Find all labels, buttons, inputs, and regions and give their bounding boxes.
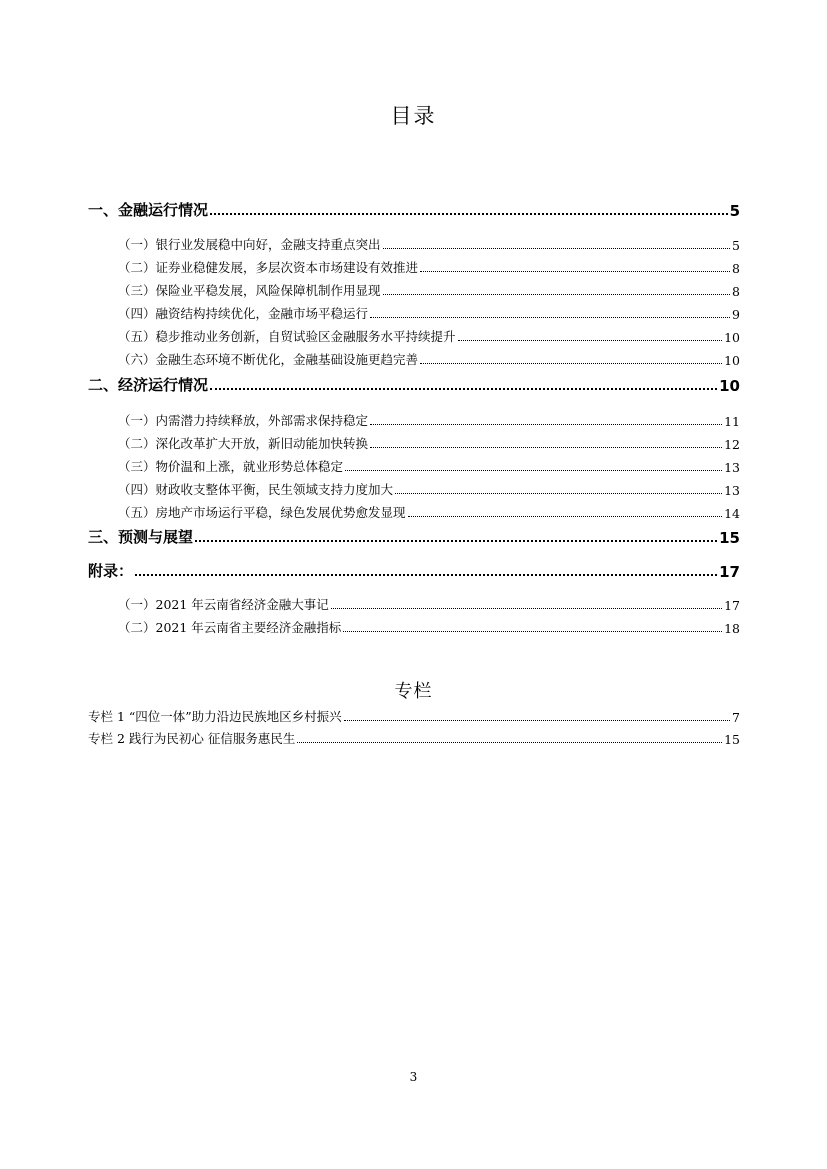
dot-leader — [135, 573, 717, 576]
toc-entry-page: 5 — [732, 238, 740, 253]
dot-leader — [370, 316, 730, 318]
toc-entry-prices-employment[interactable] — [88, 455, 740, 475]
dot-leader — [345, 469, 722, 471]
dot-leader — [344, 719, 730, 721]
toc-entry-page: 8 — [732, 284, 740, 299]
toc-entry-page: 12 — [724, 437, 740, 452]
column-entry-rural-revitalization[interactable] — [88, 705, 740, 725]
toc-entry-reform-opening[interactable] — [88, 432, 740, 452]
toc-entry-text: 附录： — [88, 562, 134, 580]
dot-leader — [420, 362, 722, 364]
toc-entry-fiscal[interactable] — [88, 478, 740, 498]
column-entry-text: 专栏 2 践行为民初心 征信服务惠民生 — [88, 731, 296, 746]
toc-entry-real-estate[interactable] — [88, 501, 740, 521]
column-entry-credit-service[interactable] — [88, 727, 740, 747]
dot-leader — [420, 270, 730, 272]
toc-entry-page: 13 — [724, 460, 740, 475]
toc-entry-text: （一）内需潜力持续释放，外部需求保持稳定 — [118, 413, 369, 428]
toc-entry-indicators[interactable] — [88, 616, 740, 636]
toc-entry-text: （三）保险业平稳发展，风险保障机制作用显现 — [118, 283, 381, 298]
dot-leader — [343, 630, 722, 632]
toc-entry-page: 10 — [724, 353, 740, 368]
toc-entry-chronicle[interactable] — [88, 593, 740, 613]
toc-entry-domestic-demand[interactable] — [88, 409, 740, 429]
toc-entry-text: （三）物价温和上涨，就业形势总体稳定 — [118, 459, 344, 474]
toc-entry-text: （一）2021 年云南省经济金融大事记 — [118, 597, 329, 612]
toc-entry-page: 10 — [724, 330, 740, 345]
dot-leader — [370, 446, 722, 448]
toc-entry-banking[interactable] — [88, 233, 740, 253]
dot-leader — [383, 247, 731, 249]
toc-entry-appendix[interactable] — [88, 561, 740, 581]
page-title: 目录 — [390, 104, 437, 128]
columns-title: 专栏 — [394, 681, 433, 702]
toc-entry-text: （一）银行业发展稳中向好，金融支持重点突出 — [118, 237, 381, 252]
toc-entry-financing-structure[interactable] — [88, 302, 740, 322]
toc-entry-text: （二）证券业稳健发展，多层次资本市场建设有效推进 — [118, 260, 419, 275]
toc-entry-page: 13 — [724, 483, 740, 498]
toc-entry-insurance[interactable] — [88, 279, 740, 299]
toc-entry-page: 17 — [724, 598, 740, 613]
toc-entry-page: 10 — [719, 377, 740, 395]
column-entry-page: 15 — [724, 732, 740, 747]
dot-leader — [331, 607, 722, 609]
dot-leader — [458, 339, 723, 341]
toc-entry-text: （五）稳步推动业务创新，自贸试验区金融服务水平持续提升 — [118, 329, 456, 344]
column-entry-page: 7 — [732, 710, 740, 725]
toc-entry-page: 5 — [729, 202, 740, 220]
toc-entry-securities[interactable] — [88, 256, 740, 276]
toc-entry-text: 二、经济运行情况 — [88, 376, 209, 394]
toc-entry-outlook[interactable] — [88, 527, 740, 547]
toc-entry-text: （四）融资结构持续优化，金融市场平稳运行 — [118, 306, 369, 321]
toc-entry-financial-ecosystem[interactable] — [88, 348, 740, 368]
toc-entry-text: 三、预测与展望 — [88, 528, 194, 546]
page-number: 3 — [409, 1070, 418, 1084]
column-entry-text: 专栏 1 “四位一体”助力沿边民族地区乡村振兴 — [88, 709, 342, 724]
toc-entry-page: 14 — [724, 506, 740, 521]
toc-entry-page: 15 — [719, 529, 740, 547]
toc-entry-page: 8 — [732, 261, 740, 276]
toc-entry-text: （六）金融生态环境不断优化，金融基础设施更趋完善 — [118, 352, 419, 367]
dot-leader — [383, 293, 731, 295]
toc-entry-page: 18 — [724, 621, 740, 636]
dot-leader — [395, 492, 722, 494]
toc-entry-text: （五）房地产市场运行平稳，绿色发展优势愈发显现 — [118, 505, 406, 520]
toc-entry-page: 17 — [719, 563, 740, 581]
toc-entry-text: （四）财政收支整体平衡，民生领域支持力度加大 — [118, 482, 394, 497]
toc-entry-financial-operation[interactable] — [88, 200, 740, 220]
toc-entry-page: 9 — [732, 307, 740, 322]
dot-leader — [408, 515, 723, 517]
toc-entry-text: 一、金融运行情况 — [88, 201, 209, 219]
dot-leader — [370, 423, 722, 425]
toc-entry-text: （二）2021 年云南省主要经济金融指标 — [118, 620, 342, 635]
dot-leader — [195, 539, 717, 542]
toc-entry-business-innovation[interactable] — [88, 325, 740, 345]
dot-leader — [210, 212, 728, 215]
toc-entry-economic-operation[interactable] — [88, 375, 740, 395]
dot-leader — [210, 387, 717, 390]
dot-leader — [297, 741, 722, 743]
toc-entry-page: 11 — [724, 414, 740, 429]
toc-entry-text: （二）深化改革扩大开放，新旧动能加快转换 — [118, 436, 369, 451]
